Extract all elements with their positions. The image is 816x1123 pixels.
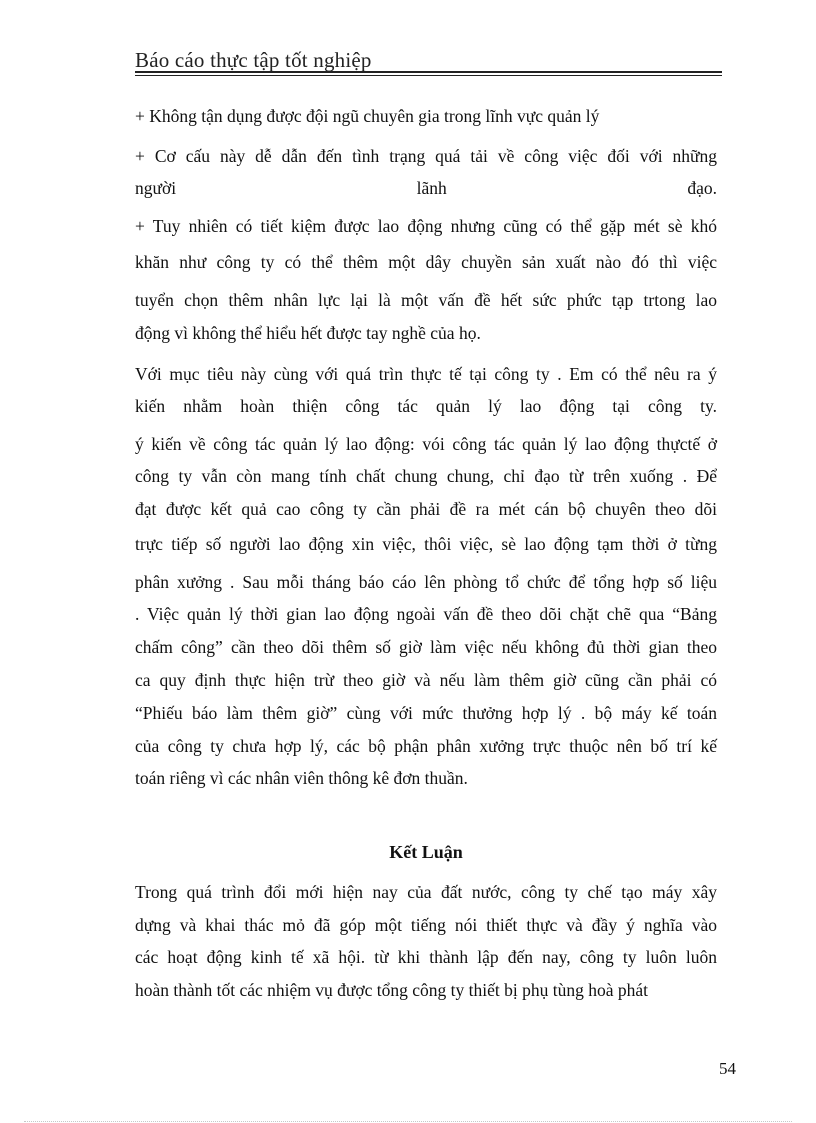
header-rule-thin [135,75,722,76]
text-line: trực tiếp số người lao động xin việc, thôi việc, sè lao động tạm thời ở từng [135,534,717,554]
text-line: công ty vẫn còn mang tính chất chung chung, chỉ đạo từ trên xuống . Để [135,466,717,486]
text-line: động vì không thể hiểu hết được tay nghề của họ. [135,323,481,343]
text-line: + Cơ cấu này dễ dẫn đến tình trạng quá tải về công việc đối với những [135,146,717,166]
text-line: khăn như công ty có thể thêm một dây chuyền sản xuất nào đó thì việc [135,252,717,272]
text-line: đạt được kết quả cao công ty cần phải đề ra mét cán bộ chuyên theo dõi [135,499,717,519]
text-line: + Không tận dụng được đội ngũ chuyên gia trong lĩnh vực quản lý [135,106,600,126]
page-bottom-divider [24,1121,792,1122]
text-line: kiến nhằm hoàn thiện công tác quản lý lao động tại công ty. [135,396,717,416]
header-rule [135,71,722,73]
page-number: 54 [719,1059,736,1078]
text-line: . Việc quản lý thời gian lao động ngoài vấn đề theo dõi chặt chẽ qua “Bảng [135,604,717,624]
text-line: dựng và khai thác mỏ đã góp một tiếng nói thiết thực và đầy ý nghĩa vào [135,915,717,935]
text-line: phân xưởng . Sau mỗi tháng báo cáo lên phòng tổ chức để tổng hợp số liệu [135,572,717,592]
text-line: người lãnh đạo. [135,178,717,198]
text-line: + Tuy nhiên có tiết kiệm được lao động nhưng cũng có thể gặp mét sè khó [135,216,717,236]
text-line: ca quy định thực hiện trừ theo giờ và nếu làm thêm giờ cũng cần phải có [135,670,717,690]
text-line: của công ty chưa hợp lý, các bộ phận phân xưởng trực thuộc nên bố trí kế [135,736,717,756]
conclusion-heading: Kết Luận [389,842,463,862]
text-line: chấm công” cần theo dõi thêm số giờ làm việc nếu không đủ thời gian theo [135,637,717,657]
text-line: toán riêng vì các nhân viên thông kê đơn thuần. [135,768,468,788]
text-line: Với mục tiêu này cùng với quá trìn thực tế tại công ty . Em có thể nêu ra ý [135,364,717,384]
text-line: ý kiến về công tác quản lý lao động: vói công tác quản lý lao động thựctế ở [135,434,717,454]
text-line: hoàn thành tốt các nhiệm vụ được tổng công ty thiết bị phụ tùng hoà phát [135,980,649,1000]
page-header-title: Báo cáo thực tập tốt nghiệp [135,48,372,72]
text-line: Trong quá trình đổi mới hiện nay của đất nước, công ty chế tạo máy xây [135,882,717,902]
text-line: các hoạt động kinh tế xã hội. từ khi thành lập đến nay, công ty luôn luôn [135,947,717,967]
text-line: “Phiếu báo làm thêm giờ” cùng với mức thưởng hợp lý . bộ máy kế toán [135,703,717,723]
text-line: tuyển chọn thêm nhân lực lại là một vấn đề hết sức phức tạp trtong lao [135,290,717,310]
